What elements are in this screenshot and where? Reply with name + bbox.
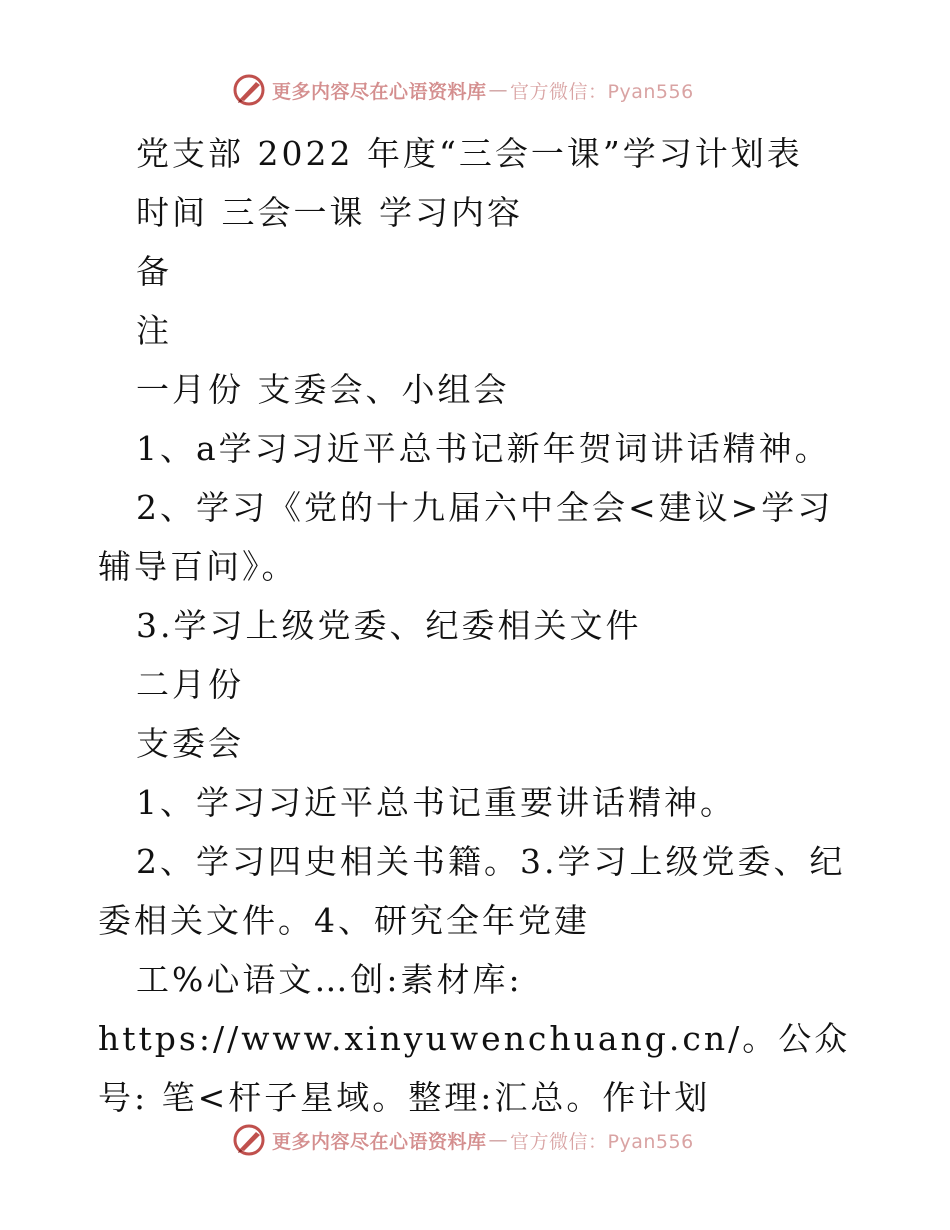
- document-line: 支委会: [136, 724, 244, 763]
- document-line: 工%心语文…创:素材库: https://www.xinyuwenchuang.cn/。公众号: 笔<杆子星域。整理:汇总。作计划: [98, 960, 851, 1117]
- document-line: 一月份 支委会、小组会: [136, 370, 510, 409]
- watermark-header: [232, 70, 694, 110]
- document-line: 注: [136, 311, 172, 350]
- document-line: 1、a学习习近平总书记新年贺词讲话精神。: [136, 429, 831, 468]
- watermark-brand: 更多内容尽在心语资料库: [272, 80, 487, 103]
- watermark-contact: 官方微信：Pyan556: [510, 80, 694, 103]
- document-line: 二月份: [136, 665, 244, 704]
- document-line: 1、学习习近平总书记重要讲话精神。: [136, 783, 736, 822]
- watermark-brand: 更多内容尽在心语资料库: [272, 1130, 487, 1153]
- pen-logo-icon: [232, 73, 266, 107]
- pen-logo-icon: [232, 1123, 266, 1157]
- watermark-separator: —: [488, 79, 509, 101]
- document-line: 2、学习四史相关书籍。3.学习上级党委、纪委相关文件。4、研究全年党建: [98, 842, 846, 940]
- watermark-separator: —: [488, 1129, 509, 1151]
- watermark-footer: [232, 1120, 694, 1160]
- document-line: 备: [136, 252, 172, 291]
- document-line: 2、学习《党的十九届六中全会<建议>学习辅导百问》。: [98, 488, 834, 586]
- watermark-contact: 官方微信：Pyan556: [510, 1130, 694, 1153]
- document-title: 党支部 2022 年度“三会一课”学习计划表: [136, 134, 803, 173]
- document-line: 3.学习上级党委、纪委相关文件: [136, 606, 642, 645]
- document-line: 时间 三会一课 学习内容: [136, 193, 523, 232]
- document-body: [98, 124, 858, 1127]
